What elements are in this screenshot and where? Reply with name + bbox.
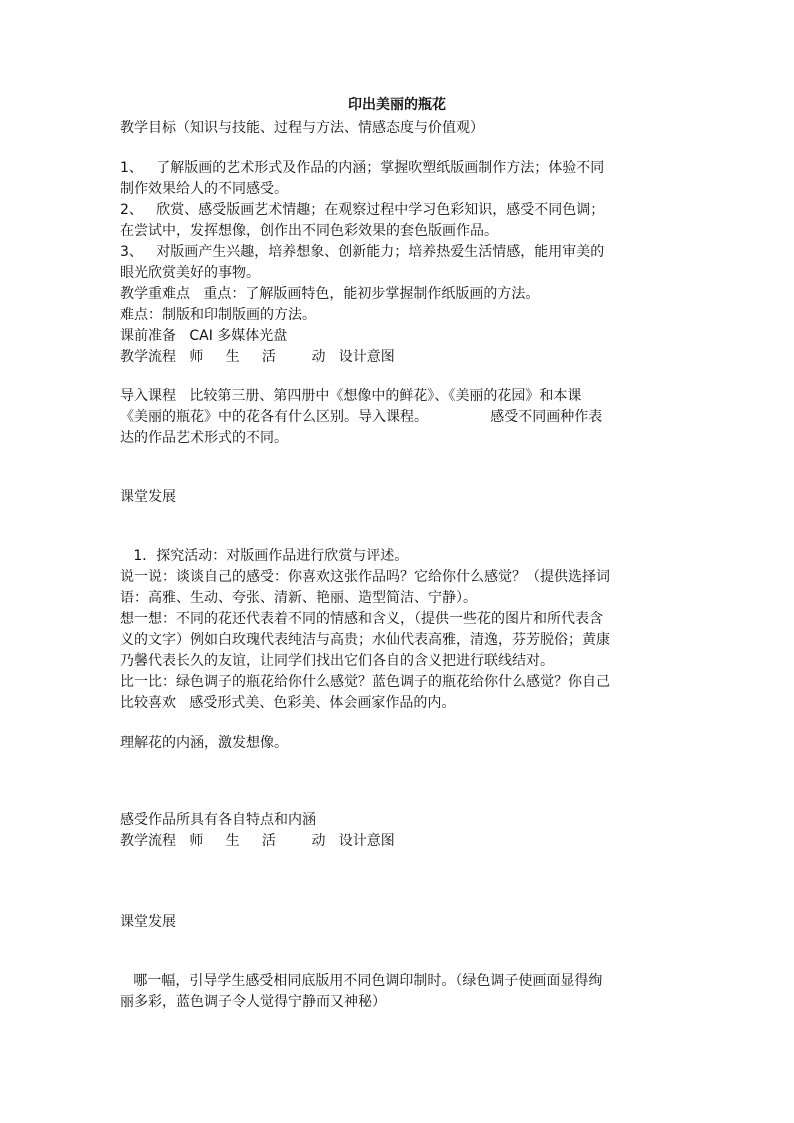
goal-2-line-1: 2、 欣赏、感受版画艺术情趣；在观察过程中学习色彩知识，感受不同色调； xyxy=(120,202,605,218)
process-header-1: 教学流程 师 生 活 动 设计意图 xyxy=(120,349,395,365)
class-development-heading-2: 课堂发展 xyxy=(120,914,176,930)
document-title: 印出美丽的瓶花 xyxy=(348,97,446,113)
which-one-line-1: 哪一幅，引导学生感受相同底版用不同色调印制时。（绿色调子使画面显得绚 xyxy=(120,973,603,989)
difficulties-line: 难点：制版和印制版画的方法。 xyxy=(120,307,316,323)
intro-line-3: 达的作品艺术形式的不同。 xyxy=(120,430,288,446)
activity-1-line: 1．探究活动：对版画作品进行欣赏与评述。 xyxy=(120,548,409,564)
which-one-line-2: 丽多彩，蓝色调子令人觉得宁静而又神秘） xyxy=(120,994,386,1010)
say-line-2: 语：高雅、生动、夸张、清新、艳丽、造型简洁、宁静）。 xyxy=(120,590,477,606)
class-development-heading-1: 课堂发展 xyxy=(120,489,176,505)
think-line-3: 乃馨代表长久的友谊，让同学们找出它们各自的含义把进行联线结对。 xyxy=(120,653,554,669)
goal-1-line-1: 1、 了解版画的艺术形式及作品的内涵；掌握吹塑纸版画制作方法；体验不同 xyxy=(120,160,605,176)
process-header-2: 教学流程 师 生 活 动 设计意图 xyxy=(120,833,395,849)
intro-line-2: 《美丽的瓶花》中的花各有什么区别。导入课程。 感受不同画种作表 xyxy=(120,409,603,425)
goal-1-line-2: 制作效果给人的不同感受。 xyxy=(120,181,288,197)
think-line-1: 想一想：不同的花还代表着不同的情感和含义，（提供一些花的图片和所代表含 xyxy=(120,611,603,627)
compare-line-1: 比一比：绿色调子的瓶花给你什么感觉？蓝色调子的瓶花给你什么感觉？你自己 xyxy=(120,674,610,690)
feel-works-line: 感受作品所具有各自特点和内涵 xyxy=(120,812,316,828)
understand-line: 理解花的内涵，激发想像。 xyxy=(120,735,288,751)
teaching-goals-heading: 教学目标（知识与技能、过程与方法、情感态度与价值观） xyxy=(120,120,484,136)
preparation-line: 课前准备 CAI 多媒体光盘 xyxy=(120,328,288,344)
goal-2-line-2: 在尝试中，发挥想像，创作出不同色彩效果的套色版画作品。 xyxy=(120,223,498,239)
intro-line-1: 导入课程 比较第三册、第四册中《想像中的鲜花》、《美丽的花园》和本课 xyxy=(120,388,582,404)
goal-3-line-1: 3、 对版画产生兴趣，培养想象、创新能力；培养热爱生活情感，能用审美的 xyxy=(120,244,605,260)
key-points-line: 教学重难点 重点：了解版画特色，能初步掌握制作纸版画的方法。 xyxy=(120,286,540,302)
think-line-2: 义的文字）例如白玫瑰代表纯洁与高贵；水仙代表高雅，清逸，芬芳脱俗；黄康 xyxy=(120,632,610,648)
goal-3-line-2: 眼光欣赏美好的事物。 xyxy=(120,265,260,281)
compare-line-2: 比较喜欢 感受形式美、色彩美、体会画家作品的内。 xyxy=(120,695,456,711)
say-line-1: 说一说：谈谈自己的感受：你喜欢这张作品吗？它给你什么感觉？（提供选择词 xyxy=(120,569,610,585)
